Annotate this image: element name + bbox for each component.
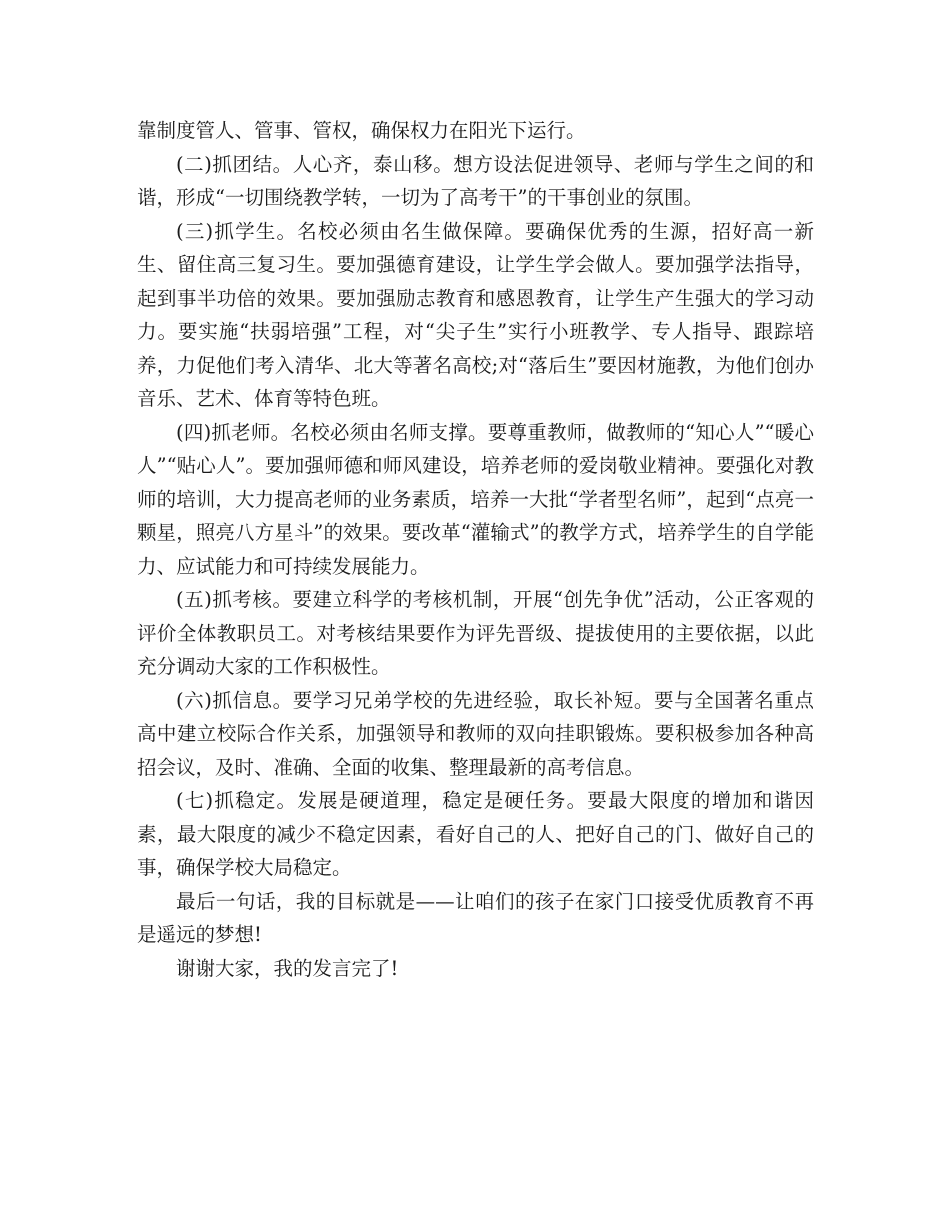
paragraph-stability: (七)抓稳定。发展是硬道理，稳定是硬任务。要最大限度的增加和谐因素，最大限度的减少不稳定因素，看好自己的人、把好自己的门、做好自己的事，确保学校大局稳定。	[137, 789, 814, 879]
document-body	[137, 114, 814, 985]
paragraph-continuation: 靠制度管人、管事、管权，确保权力在阳光下运行。	[137, 119, 586, 142]
paragraph-information: (六)抓信息。要学习兄弟学校的先进经验，取长补短。要与全国著名重点高中建立校际合作关系，加强领导和教师的双向挂职锻炼。要积极参加各种高招会议，及时、准确、全面的收集、整理最新的高考信息。	[137, 688, 814, 779]
paragraph-thanks: 谢谢大家，我的发言完了!	[176, 956, 399, 980]
paragraph-unity: (二)抓团结。人心齐，泰山移。想方设法促进领导、老师与学生之间的和谐，形成“一切围绕教学转，一切为了高考干”的干事创业的氛围。	[137, 152, 814, 209]
paragraph-assessment: (五)抓考核。要建立科学的考核机制，开展“创先争优”活动，公正客观的评价全体教职员工。对考核结果要作为评先晋级、提拔使用的主要依据，以此充分调动大家的工作积极性。	[137, 588, 814, 678]
paragraph-teachers: (四)抓老师。名校必须由名师支撑。要尊重教师，做教师的“知心人”“暖心人”“贴心人”。要加强师德和师风建设，培养老师的爱岗敬业精神。要强化对教师的培训，大力提高老师的业务素质，培养一大批“学者型名师”，起到“点亮一颗星，照亮八方星斗”的效果。要改革“灌输式”的教学方式，培养学生的自学能力、应试能力和可持续发展能力。	[137, 420, 814, 578]
paragraph-closing: 最后一句话，我的目标就是——让咱们的孩子在家门口接受优质教育不再是遥远的梦想!	[137, 889, 814, 946]
paragraph-students: (三)抓学生。名校必须由名生做保障。要确保优秀的生源，招好高一新生、留住高三复习生。要加强德育建设，让学生学会做人。要加强学法指导，起到事半功倍的效果。要加强励志教育和感恩教育，让学生产生强大的学习动力。要实施“扶弱培强”工程，对“尖子生”实行小班教学、专人指导、跟踪培养，力促他们考入清华、北大等著名高校;对“落后生”要因材施教，为他们创办音乐、艺术、体育等特色班。	[137, 219, 814, 410]
